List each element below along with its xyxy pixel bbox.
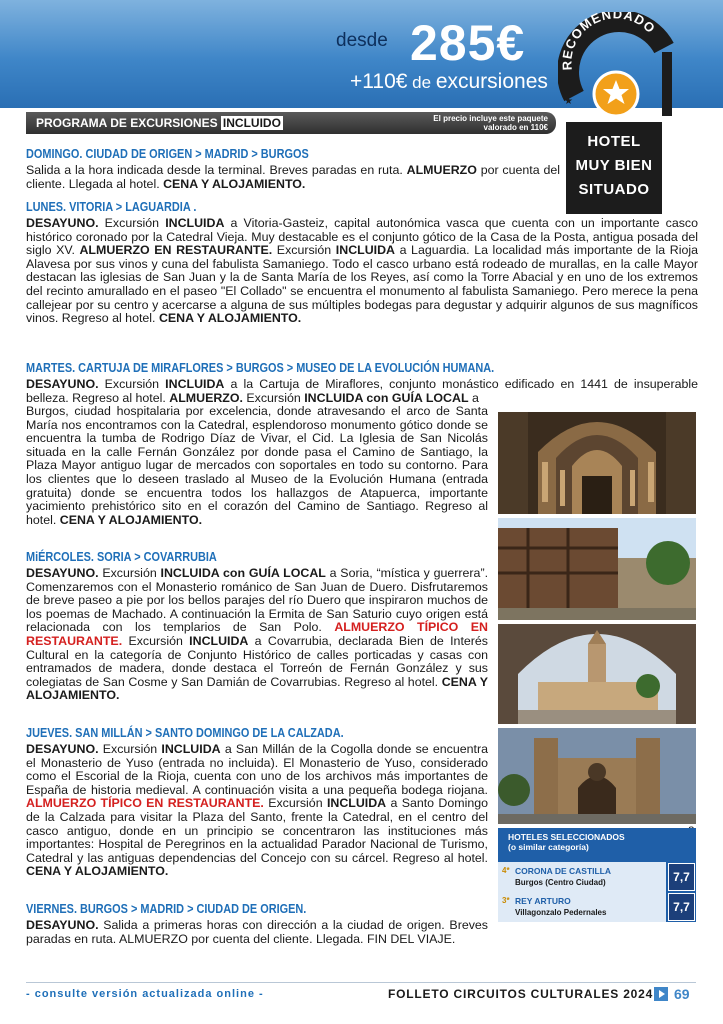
hotels-heading-sub: (o similar categoría) [508, 842, 589, 852]
program-title-text: PROGRAMA DE EXCURSIONES [36, 116, 218, 130]
hotel-score: 7,7 [668, 893, 695, 921]
program-note-line2: valorado en 110€ [483, 123, 548, 132]
hotel-card [498, 862, 666, 892]
hotel-row [498, 862, 696, 892]
price-from-label: desde [336, 30, 388, 51]
seal-text: RECOMENDADO [559, 12, 659, 71]
excursions-price [350, 70, 548, 94]
hotel-row [498, 892, 696, 922]
day-text-tuesday: Burgos, ciudad hospitalaria por excelencia, donde atravesando el arco de Santa María nos encontramos con la Catedral, esplendoroso monumento gótico donde se encuentra la tumba de Rodrigo Díaz de Vivar, el Cid. La Iglesia de San Nicolás situada en la calle Fernán González por donde pasa el Camino de Santiago, la Plaza Mayor antiguo lugar de mercados con soportales en todo su contorno. Para los clientes que lo deseen traslado al Museo de la Evolución Humana (entrada gratuita) donde se encuentra todos los hallazgos de Atapuerca, importante yacimiento prehistórico sito en el corazón del Camino de Santiago. Regreso al hotel. CENA Y ALOJAMIENTO. [26, 404, 488, 527]
hotel-badge [566, 122, 662, 214]
page-number: 69 [674, 986, 690, 1002]
day-title-friday: VIERNES. BURGOS > MADRID > CIUDAD DE ORIGEN. [26, 901, 307, 916]
day-text-wednesday: DESAYUNO. Excursión INCLUIDA con GUÍA LOCAL a Soria, “mística y guerrera”. Comenzaremos con el Monasterio románico de San Juan de Duero. Disfrutaremos de breve paseo a pie por los bellos parajes del río Duero que inspiraron muchos de los poemas de Machado. A continuación la Ermita de San Saturio cuyo origen está relacionada con los templarios de San Polo. ALMUERZO TÍPICO EN RESTAURANTE. Excursión INCLUIDA a Covarrubia, declarada Bien de Interés Cultural en la categoría de Conjunto Histórico de calles porticadas y casas con entramados de madera, donde destaca el Torreón de Fernán González y sus colegiatas de San Cosme y San Damián de Covarrubias. Regreso al hotel. CENA Y ALOJAMIENTO. [26, 566, 489, 703]
hotel-name: CORONA DE CASTILLA [515, 866, 612, 876]
excursions-label: excursiones [435, 70, 548, 93]
program-title [36, 116, 283, 130]
photo-timbered-houses [498, 518, 696, 620]
hotel-badge-line2: MUY BIEN [575, 157, 653, 174]
day-title-tuesday: MARTES. CARTUJA DE MIRAFLORES > BURGOS > MUSEO DE LA EVOLUCIÓN HUMANA. [26, 360, 495, 375]
day-text-tuesday-top: DESAYUNO. Excursión INCLUIDA a la Cartuja de Miraflores, conjunto monástico edificado en 1441 de insuperable belleza. Regreso al hotel. ALMUERZO. Excursión INCLUIDA con GUÍA LOCAL a [26, 377, 698, 405]
hotels-heading-title: HOTELES SELECCIONADOS [508, 832, 625, 842]
footer-online-note: - consulte versión actualizada online - [26, 988, 264, 1000]
hotels-heading [508, 832, 625, 852]
program-note-line1: El precio incluye este paquete [433, 114, 548, 123]
day-title-monday: LUNES. VITORIA > LAGUARDIA . [26, 199, 197, 214]
photo-gothic-cathedral [498, 728, 696, 824]
selected-hotels-box [498, 828, 696, 922]
play-arrow-icon [654, 987, 668, 1001]
program-included-tag: INCLUIDO [222, 116, 281, 130]
program-price-note [433, 114, 548, 132]
hotel-name: REY ARTURO [515, 896, 571, 906]
hotel-score: 7,7 [668, 863, 695, 891]
program-bar [26, 112, 556, 134]
hotel-stars: 4* [502, 866, 510, 875]
excursions-amount: +110€ [350, 70, 408, 93]
hotel-stars: 3* [502, 896, 510, 905]
photo-plaza-cathedral [498, 624, 696, 724]
footer-divider [26, 982, 696, 983]
day-text-sunday: Salida a la hora indicada desde la terminal. Breves paradas en ruta. ALMUERZO por cuenta del cliente. Llegada al hotel. CENA Y ALOJAMIENTO. [26, 163, 560, 191]
day-text-friday: DESAYUNO. Salida a primeras horas con dirección a la ciudad de origen. Breves paradas en ruta. ALMUERZO por cuenta del cliente. Llegada. FIN DEL VIAJE. [26, 918, 488, 946]
day-text-monday: DESAYUNO. Excursión INCLUIDA a Vitoria-Gasteiz, capital autonómica vasca que cuenta con un importante casco histórico coronado por la Catedral Vieja. Muy destacable es el conjunto gótico de la Casa de la Posta, antigua posada del siglo XV. ALMUERZO EN RESTAURANTE. Excursión INCLUIDA a Laguardia. La localidad más importante de la Rioja Alavesa por sus vinos y cuna del fabulista Samaniego. Todo el casco urbano está rodeado de murallas, en la calle Mayor destacan las iglesias de San Juan y la de Santa María de los Reyes, así como la Torre Abacial y en uno de los extremos del recinto amurallado en el paseo "El Collado" se encuentra el monumento al fabulista Samaniego. Pero merece la pena callejear por su centro y acercarse a alguna de sus múltiples bodegas para degustar y adquirir algunos de sus magníficos vinos. Regreso al hotel. CENA Y ALOJAMIENTO. [26, 216, 698, 326]
price-value: 285€ [410, 15, 526, 71]
hotel-location: Burgos (Centro Ciudad) [515, 878, 606, 887]
hotel-badge-line3: SITUADO [578, 181, 650, 198]
footer-brochure-title: FOLLETO CIRCUITOS CULTURALES 2024 [388, 987, 654, 1001]
svg-text:RECOMENDADO [559, 12, 658, 71]
photo-cathedral-portal [498, 412, 696, 514]
svg-text:★: ★ [564, 96, 573, 107]
hotel-badge-line1: HOTEL [587, 133, 641, 150]
day-title-wednesday: MiÉRCOLES. SORIA > COVARRUBIA [26, 549, 217, 564]
excursions-connector: de [412, 73, 432, 92]
hotel-location: Villagonzalo Pedernales [515, 908, 607, 917]
day-title-thursday: JUEVES. SAN MILLÁN > SANTO DOMINGO DE LA CALZADA. [26, 725, 344, 740]
day-title-sunday: DOMINGO. CIUDAD DE ORIGEN > MADRID > BURGOS [26, 146, 309, 161]
recommended-seal [558, 12, 716, 116]
hotel-card [498, 892, 666, 922]
day-text-thursday: DESAYUNO. Excursión INCLUIDA a San Millán de la Cogolla donde se encuentra el Monasterio de Yuso (entrada no incluida). El Monasterio de Yuso, considerado como el Escorial de la Rioja, cuenta con uno de los archivos más importantes de España de historia medieval. A continuación visita a una pequeña bodega riojana. ALMUERZO TÍPICO EN RESTAURANTE. Excursión INCLUIDA a Santo Domingo de la Calzada para visitar la Plaza del Santo, frente la Catedral, en el centro del casco antiguo, donde en un principio se concentraron las instituciones más importantes: Hospital de Peregrinos en la actualidad Parador Nacional de Turismo, Catedral y las antiguas dependencias del Concejo con su cárcel. Regreso al hotel. CENA Y ALOJAMIENTO. [26, 742, 488, 879]
